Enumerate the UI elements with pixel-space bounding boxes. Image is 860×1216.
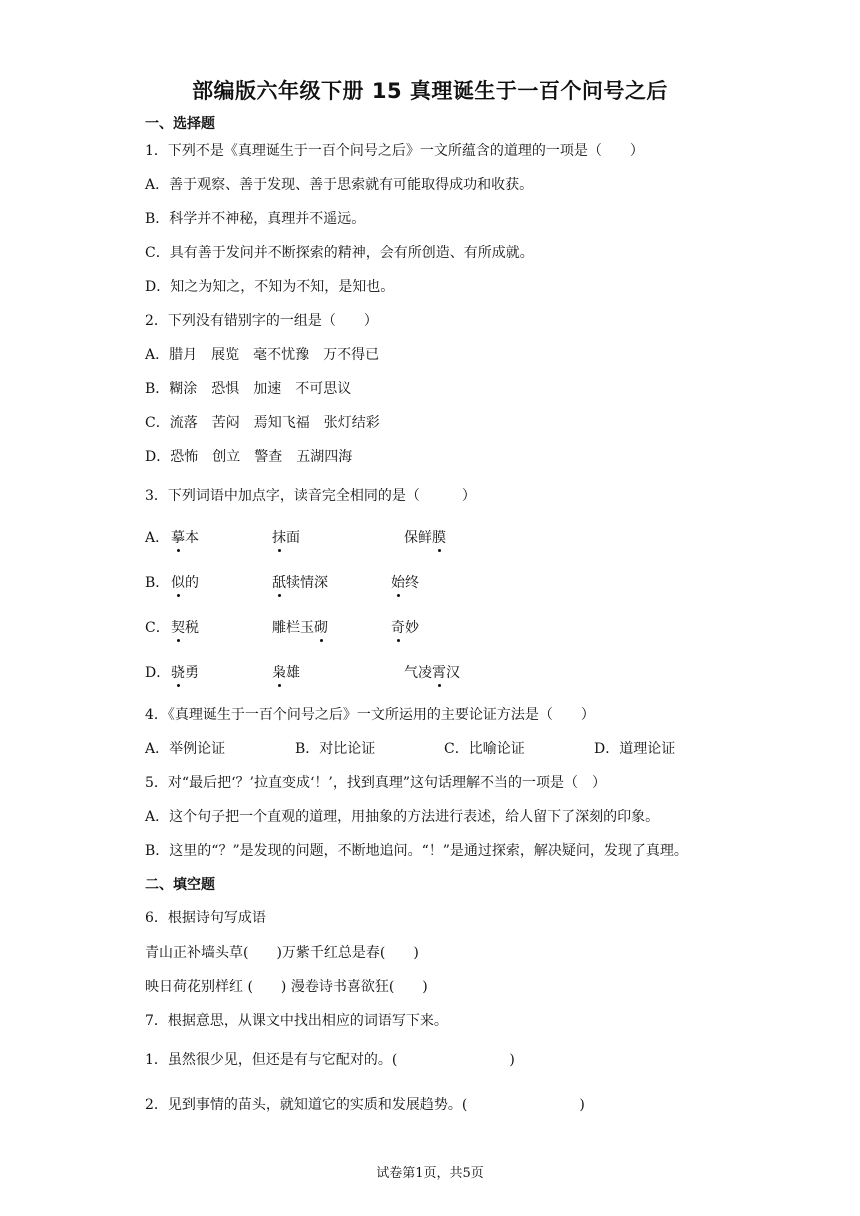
question-1-option-a: A．善于观察、善于发现、善于思索就有可能取得成功和收获。 [145, 177, 534, 193]
question-4-stem: 4．《真理诞生于一百个问号之后》一文所运用的主要论证方法是（ ） [145, 707, 595, 723]
dotted-char: 始 [391, 572, 405, 592]
question-7-stem: 7．根据意思，从课文中找出相应的词语写下来。 [145, 1013, 448, 1029]
question-4-option-c: C．比喻论证 [444, 741, 525, 757]
question-1-option-d: D．知之为知之，不知为不知，是知也。 [145, 279, 395, 295]
option-label: C． [145, 620, 170, 636]
document-title: 部编版六年级下册 15 真理诞生于一百个问号之后 [192, 79, 668, 103]
word-3: 奇妙 [391, 617, 419, 637]
question-6-stem: 6．根据诗句写成语 [145, 910, 266, 926]
question-5-option-a: A．这个句子把一个直观的道理，用抽象的方法进行表述，给人留下了深刻的印象。 [145, 809, 660, 825]
word-3: 始终 [391, 572, 419, 592]
dotted-char: 骁 [171, 662, 185, 682]
option-label: D． [145, 665, 171, 681]
question-6-line-2: 映日荷花别样红 ( ) 漫卷诗书喜欲狂( ) [145, 979, 428, 995]
question-4-option-b: B．对比论证 [295, 741, 376, 757]
dotted-char: 霄 [432, 662, 446, 682]
question-2-stem: 2．下列没有错别字的一组是（ ） [145, 313, 378, 329]
word-2: 抹面 [272, 527, 300, 547]
dotted-char: 砌 [314, 617, 328, 637]
word-3: 保鲜膜 [404, 527, 446, 547]
dotted-char: 契 [171, 617, 185, 637]
dotted-char: 抹 [272, 527, 286, 547]
option-label: B． [145, 575, 170, 591]
question-2-option-d: D．恐怖 创立 警查 五湖四海 [145, 449, 353, 465]
word-3: 气凌霄汉 [404, 662, 460, 682]
dotted-char: 奇 [391, 617, 405, 637]
word-1: 摹本 [171, 527, 199, 547]
question-6-line-1: 青山正补墙头草( )万紫千红总是春( ) [145, 945, 419, 961]
dotted-char: 膜 [432, 527, 446, 547]
question-2-option-b: B．糊涂 恐惧 加速 不可思议 [145, 381, 352, 397]
question-5-stem: 5．对“最后把‘？’拉直变成‘！’，找到真理”这句话理解不当的一项是（ ） [145, 775, 607, 791]
dotted-char: 似 [171, 572, 185, 592]
question-1-option-c: C．具有善于发问并不断探索的精神，会有所创造、有所成就。 [145, 245, 534, 261]
question-5-option-b: B．这里的“？”是发现的问题，不断地追问。“！”是通过探索，解决疑问，发现了真理。 [145, 843, 688, 859]
page-footer: 试卷第1页，共5页 [376, 1166, 484, 1181]
dotted-char: 枭 [272, 662, 286, 682]
question-2-option-c: C．流落 苦闷 焉知飞福 张灯结彩 [145, 415, 380, 431]
word-1: 似的 [171, 572, 199, 592]
question-4-option-a: A．举例论证 [145, 741, 226, 757]
word-2: 枭雄 [272, 662, 300, 682]
word-1: 契税 [171, 617, 199, 637]
section-heading-choice: 一、选择题 [145, 116, 215, 132]
word-2: 雕栏玉砌 [272, 617, 328, 637]
question-1-option-b: B．科学并不神秘，真理并不遥远。 [145, 211, 366, 227]
option-label: A． [145, 530, 170, 546]
question-4-option-d: D．道理论证 [594, 741, 676, 757]
dotted-char: 摹 [171, 527, 185, 547]
section-heading-fill: 二、填空题 [145, 877, 215, 893]
dotted-char: 舐 [272, 572, 286, 592]
question-3-stem: 3．下列词语中加点字，读音完全相同的是（ ） [145, 488, 476, 504]
word-2: 舐犊情深 [272, 572, 328, 592]
question-7-item-2: 2．见到事情的苗头，就知道它的实质和发展趋势。( ) [145, 1097, 585, 1113]
word-1: 骁勇 [171, 662, 199, 682]
question-2-option-a: A．腊月 展览 毫不忧豫 万不得已 [145, 347, 380, 363]
question-1-stem: 1．下列不是《真理诞生于一百个问号之后》一文所蕴含的道理的一项是（ ） [145, 143, 644, 159]
question-7-item-1: 1．虽然很少见，但还是有与它配对的。( ) [145, 1052, 515, 1068]
